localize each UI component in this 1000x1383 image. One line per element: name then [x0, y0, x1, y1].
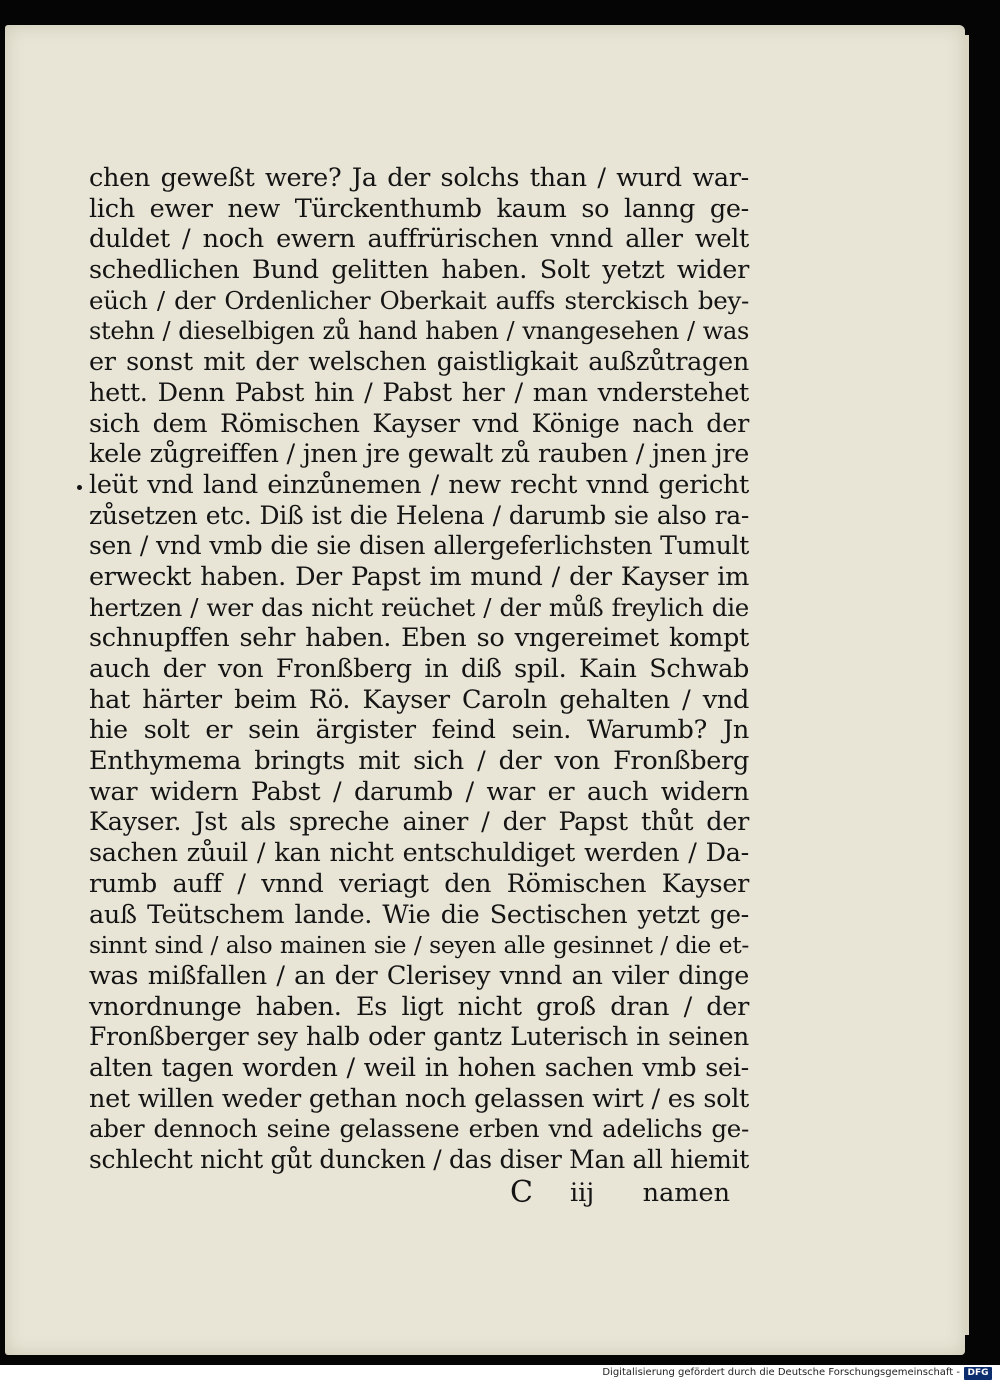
book-page: [5, 25, 965, 1355]
text-line: vnordnunge haben. Es ligt nicht groß dran / der: [89, 991, 749, 1022]
text-line: auch der von Fronßberg in diß spil. Kain Schwab: [89, 654, 749, 684]
text-line: erweckt haben. Der Papst im mund / der Kayser im: [89, 561, 749, 592]
text-line: schedlichen Bund gelitten haben. Solt yetzt wider: [89, 255, 749, 286]
text-line: net willen weder gethan noch gelassen wirt / es solt: [89, 1083, 749, 1114]
funding-credit: Digitalisierung gefördert durch die Deutsche Forschungsgemeinschaft -: [602, 1367, 960, 1378]
body-text: [89, 163, 749, 1176]
text-line: hie solt er sein ärgister feind sein. Warumb? Jn: [89, 715, 749, 746]
text-line: hat härter beim Rö. Kayser Caroln gehalten / vnd: [89, 684, 749, 715]
text-line: alten tagen worden / weil in hohen sachen vmb sei-: [89, 1052, 749, 1083]
text-line: Kayser. Jst als spreche ainer / der Papst thůt der: [89, 807, 749, 838]
text-line: hett. Denn Pabst hin / Pabst her / man vnderstehet: [89, 377, 749, 408]
text-line: schnupffen sehr haben. Eben so vngereimet kompt: [89, 623, 749, 654]
text-line: chen geweßt were? Ja der solchs than / wurd war-: [89, 163, 749, 193]
text-line: sachen zůuil / kan nicht entschuldiget werden / Da-: [89, 838, 749, 869]
text-line: sen / vnd vmb die sie disen allergeferlichsten Tumult: [89, 531, 749, 561]
footer-bar: [0, 1365, 1000, 1383]
text-line: auß Teütschem lande. Wie die Sectischen yetzt ge-: [89, 899, 749, 930]
dfg-logo-icon: DFG: [964, 1367, 992, 1380]
catchword: namen: [642, 1178, 730, 1208]
text-line: leüt vnd land einzůnemen / new recht vnnd gericht: [89, 469, 749, 500]
text-line: Fronßberger sey halb oder gantz Luterisch in seinen: [89, 1022, 749, 1052]
text-line: schlecht nicht gůt duncken / das diser Man all hiemit: [89, 1145, 750, 1174]
text-line: sinnt sind / also mainen sie / seyen alle gesinnet / die et-: [89, 931, 749, 960]
text-line: aber dennoch seine gelassene erben vnd adelichs ge-: [89, 1114, 749, 1144]
text-line: duldet / noch ewern auffrürischen vnnd aller welt: [89, 224, 749, 255]
text-line: kele zůgreiffen / jnen jre gewalt zů rauben / jnen jre: [89, 439, 749, 470]
signature-mark: C: [510, 1175, 533, 1210]
text-line: eüch / der Ordenlicher Oberkait auffs sterckisch bey-: [89, 285, 749, 315]
text-line: Enthymema bringts mit sich / der von Fronßberg: [89, 746, 749, 777]
text-line: sich dem Römischen Kayser vnd Könige nach der: [89, 408, 749, 439]
text-line: stehn / dieselbigen zů hand haben / vnangesehen / was: [89, 317, 749, 346]
text-line: war widern Pabst / darumb / war er auch widern: [89, 776, 749, 807]
margin-mark: [77, 485, 82, 490]
text-line: lich ewer new Türckenthumb kaum so lanng ge-: [89, 193, 749, 224]
text-line: rumb auff / vnnd veriagt den Römischen Kayser: [89, 868, 749, 899]
text-line: zůsetzen etc. Diß ist die Helena / darumb sie also ra-: [89, 500, 749, 530]
text-line: hertzen / wer das nicht reüchet / der můß freylich die: [89, 592, 749, 622]
signature-number: iij: [570, 1178, 595, 1208]
signature-line: [510, 1177, 730, 1209]
text-line: was mißfallen / an der Clerisey vnnd an viler dinge: [89, 960, 749, 991]
text-line: er sonst mit der welschen gaistligkait außzůtragen: [89, 347, 749, 378]
